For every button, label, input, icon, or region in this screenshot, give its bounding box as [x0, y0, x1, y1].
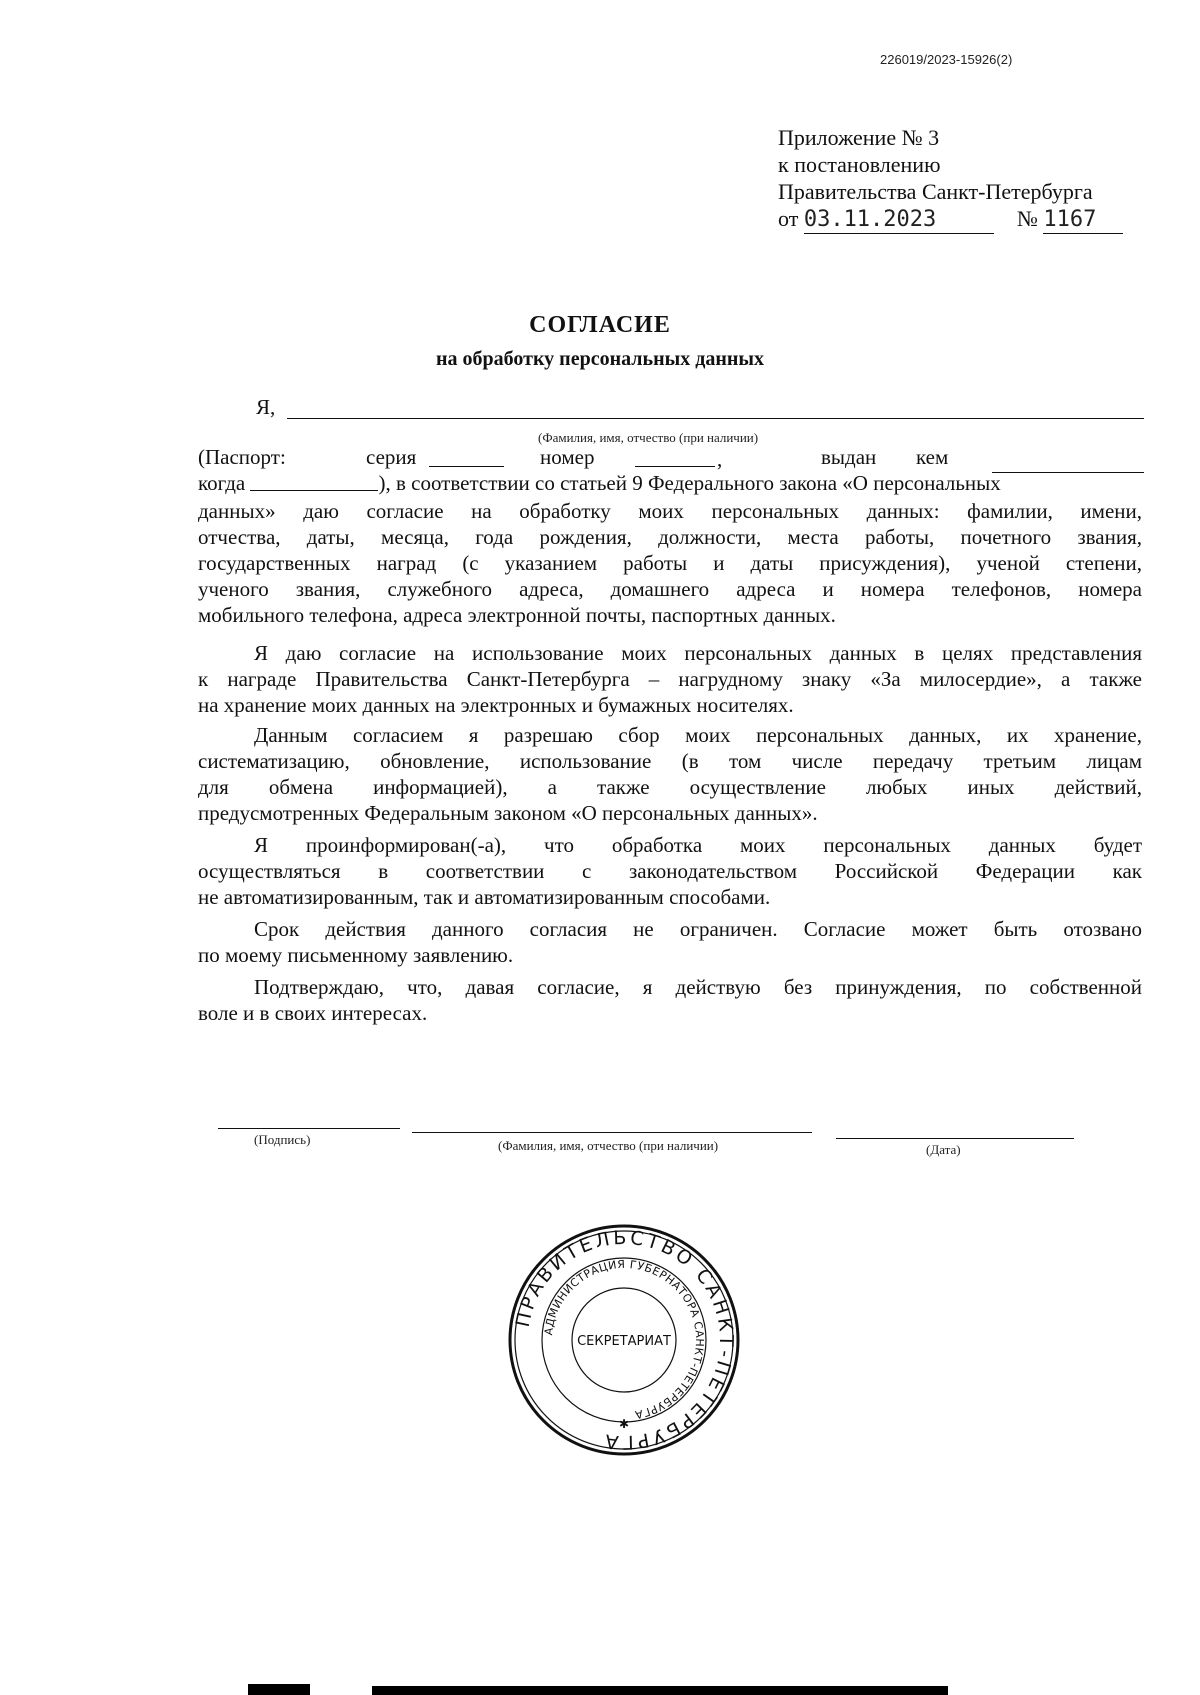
number-label: № [1016, 206, 1038, 231]
official-seal [506, 1222, 742, 1458]
number-label: номер [540, 445, 595, 469]
seal-outer-text: ПРАВИТЕЛЬСТВО САНКТ-ПЕТЕРБУРГА [511, 1226, 738, 1454]
p1-line: ученого звания, служебного адреса, домашнего адреса и номера телефонов, номера [198, 577, 1142, 601]
paragraph-2 [198, 640, 1142, 718]
number-field[interactable] [635, 466, 715, 467]
appendix-line-2: к постановлению [778, 152, 941, 177]
p1-last-line: мобильного телефона, адреса электронной почты, паспортных данных. [198, 603, 836, 627]
p1-line: государственных наград (с указанием работы и даты присуждения), ученой степени, [198, 551, 1142, 575]
paragraph-5 [198, 916, 1142, 968]
p6-last-line: воле и в своих интересах. [198, 1001, 428, 1025]
seal-inner-text: АДМИНИСТРАЦИЯ ГУБЕРНАТОРА САНКТ-ПЕТЕРБУРГА [542, 1257, 707, 1422]
signature-caption: (Подпись) [254, 1132, 311, 1147]
from-label: от [778, 206, 799, 231]
p2-line: Я даю согласие на использование моих персональных данных в целях представления [254, 641, 1142, 665]
page-subtitle: на обработку персональных данных [436, 348, 764, 370]
appendix-block [778, 124, 1123, 234]
name-line[interactable] [287, 418, 1144, 419]
p3-last-line: предусмотренных Федеральным законом «О персональных данных». [198, 801, 818, 825]
p3-line: Данным согласием я разрешаю сбор моих персональных данных, их хранение, [254, 723, 1142, 747]
date-caption: (Дата) [926, 1142, 961, 1157]
when-tail: ), в соответствии со статьей 9 Федерального закона «О персональных [378, 471, 1001, 495]
p5-line: Срок действия данного согласия не ограничен. Согласие может быть отозвано [254, 917, 1142, 941]
by-whom-label: кем [916, 445, 949, 469]
full-name-line[interactable] [412, 1132, 812, 1133]
full-name-caption: (Фамилия, имя, отчество (при наличии) [498, 1138, 719, 1153]
issued-label: выдан [821, 445, 877, 469]
appendix-date-line [778, 205, 1123, 234]
name-caption: (Фамилия, имя, отчество (при наличии) [538, 430, 759, 445]
paragraph-3 [198, 722, 1142, 826]
passport-line [198, 444, 1144, 470]
i-label: Я, [256, 395, 276, 419]
document-number: 226019/2023-15926(2) [880, 52, 1013, 67]
comma: , [717, 447, 723, 471]
seal-star: ✱ [618, 1417, 630, 1431]
appendix-line-3: Правительства Санкт-Петербурга [778, 179, 1093, 204]
passport-label: (Паспорт: [198, 445, 286, 469]
resolution-number: 1167 [1043, 206, 1123, 234]
p4-line: осуществляться в соответствии с законодательством Российской Федерации как [198, 859, 1142, 883]
scan-bar-right [372, 1686, 948, 1695]
p1-line: данных» даю согласие на обработку моих персональных данных: фамилии, имени, [198, 499, 1142, 523]
p2-last-line: на хранение моих данных на электронных и бумажных носителях. [198, 693, 794, 717]
page-title: СОГЛАСИЕ [529, 312, 671, 338]
p4-line: Я проинформирован(-а), что обработка моих персональных данных будет [254, 833, 1142, 857]
appendix-line-1: Приложение № 3 [778, 125, 940, 150]
p5-last-line: по моему письменному заявлению. [198, 943, 514, 967]
seal-center-text: СЕКРЕТАРИАТ [577, 1334, 671, 1349]
p2-line: к награде Правительства Санкт-Петербурга – нагрудному знаку «За милосердие», а также [198, 667, 1142, 691]
seal-graphic [506, 1222, 742, 1458]
paragraph-1 [198, 498, 1142, 628]
resolution-date: 03.11.2023 [804, 206, 994, 234]
when-label: когда [198, 471, 246, 495]
p3-line: систематизацию, обновление, использование (в том числе передачу третьим лицам [198, 749, 1142, 773]
when-field[interactable] [250, 470, 378, 491]
p3-line: для обмена информацией), а также осуществление любых иных действий, [198, 775, 1142, 799]
series-label: серия [366, 445, 417, 469]
when-line [198, 470, 1144, 496]
scan-bar-left [248, 1684, 310, 1695]
paragraph-4 [198, 832, 1142, 910]
paragraph-6 [198, 974, 1142, 1026]
p6-line: Подтверждаю, что, давая согласие, я действую без принуждения, по собственной [254, 975, 1142, 999]
series-field[interactable] [429, 466, 504, 467]
signature-line[interactable] [218, 1128, 400, 1129]
p1-line: отчества, даты, месяца, года рождения, должности, места работы, почетного звания, [198, 525, 1142, 549]
p4-last-line: не автоматизированным, так и автоматизированным способами. [198, 885, 771, 909]
date-line[interactable] [836, 1138, 1074, 1139]
